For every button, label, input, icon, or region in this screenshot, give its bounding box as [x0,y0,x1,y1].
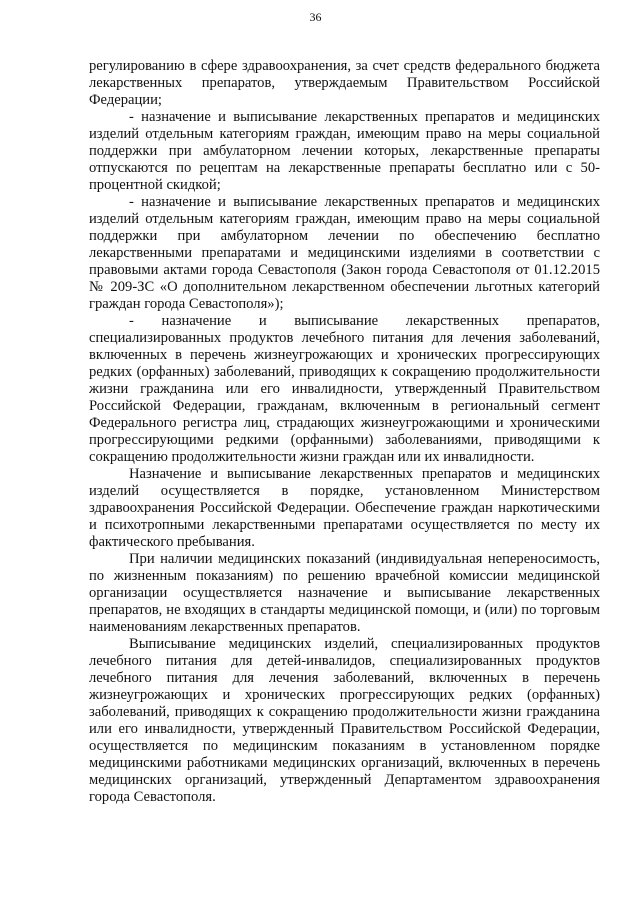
paragraph-continuation: регулированию в сфере здравоохранения, за счет средств федерального бюджета лекарственных препаратов, утверждаемым Правительством Российской Федерации; [89,58,600,108]
document-body [89,58,600,806]
list-item-paragraph: - назначение и выписывание лекарственных препаратов, специализированных продуктов лечебного питания для лечения заболеваний, включенных в перечень жизнеугрожающих и хронических прогрессирующих редких (орфанных) заболеваний, приводящих к сокращению продолжительности жизни гражданина или его инвалидности, утвержденный Правительством Российской Федерации, гражданам, включенным в региональный сегмент Федерального регистра лиц, страдающих жизнеугрожающими и хроническими прогрессирующими редкими (орфанными) заболеваниями, приводящими к сокращению продолжительности жизни граждан или их инвалидности. [89,313,600,465]
page-number: 36 [309,10,322,24]
body-paragraph: Назначение и выписывание лекарственных препаратов и медицинских изделий осуществляется в порядке, установленном Министерством здравоохранения Российской Федерации. Обеспечение граждан наркотическими и психотропными лекарственными препаратами осуществляется по месту их фактического пребывания. [89,466,600,550]
list-item-paragraph: - назначение и выписывание лекарственных препаратов и медицинских изделий отдельным категориям граждан, имеющим право на меры социальной поддержки при амбулаторном лечении которых, лекарственные препараты отпускаются по рецептам на лекарственные препараты бесплатно или с 50-процентной скидкой; [89,109,600,193]
body-paragraph: Выписывание медицинских изделий, специализированных продуктов лечебного питания для детей-инвалидов, специализированных продуктов лечебного питания для лечения заболеваний, включенных в перечень жизнеугрожающих и хронических прогрессирующих редких (орфанных) заболеваний, приводящих к сокращению продолжительности жизни гражданина или его инвалидности, утвержденный Правительством Российской Федерации, осуществляется по медицинским показаниям в установленном порядке медицинскими работниками медицинских организаций, включенных в перечень медицинских организаций, утвержденный Департаментом здравоохранения города Севастополя. [89,636,600,805]
list-item-paragraph: - назначение и выписывание лекарственных препаратов и медицинских изделий отдельным категориям граждан, имеющим право на меры социальной поддержки при амбулаторном лечении по обеспечению бесплатно лекарственными препаратами и медицинскими изделиями в соответствии с правовыми актами города Севастополя (Закон города Севастополя от 01.12.2015 № 209-ЗС «О дополнительном лекарственном обеспечении льготных категорий граждан города Севастополя»); [89,194,600,312]
body-paragraph: При наличии медицинских показаний (индивидуальная непереносимость, по жизненным показаниям) по решению врачебной комиссии медицинской организации осуществляется назначение и выписывание лекарственных препаратов, не входящих в стандарты медицинской помощи, и (или) по торговым наименованиям лекарственных препаратов. [89,551,600,635]
